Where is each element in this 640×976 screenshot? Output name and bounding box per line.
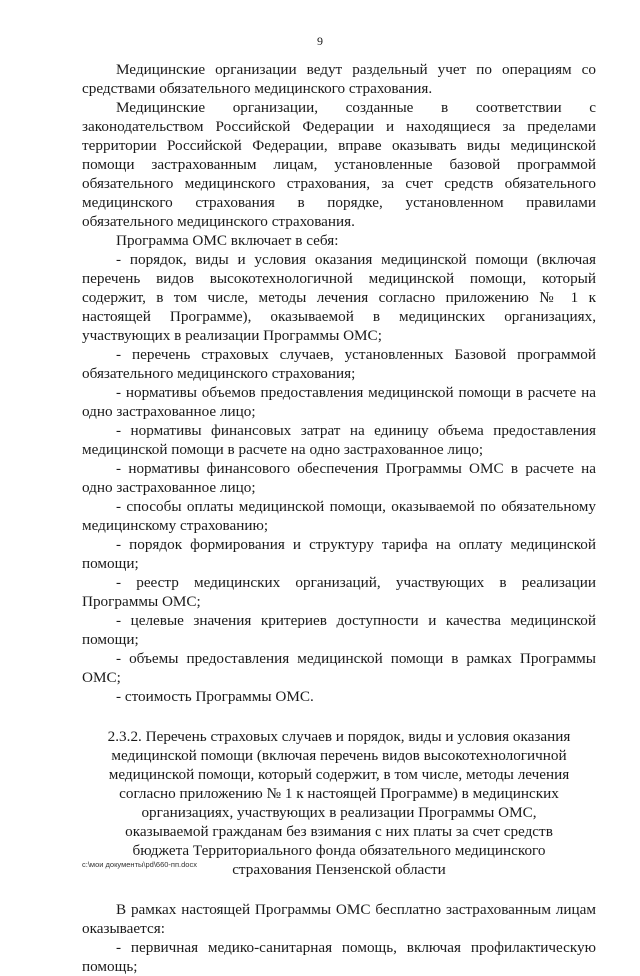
page-number: 9 xyxy=(317,34,323,48)
list-item: - нормативы финансовых затрат на единицу объема предоставления медицинской помощи в расчете на одно застрахованное лицо; xyxy=(82,422,596,458)
list-item: - перечень страховых случаев, установленных Базовой программой обязательного медицинского страхования; xyxy=(82,346,596,382)
list-item: - порядок формирования и структуру тарифа на оплату медицинской помощи; xyxy=(82,536,596,572)
list-item: - нормативы объемов предоставления медицинской помощи в расчете на одно застрахованное лицо; xyxy=(82,384,596,420)
list-item: - объемы предоставления медицинской помощи в рамках Программы ОМС; xyxy=(82,650,596,686)
list-item: - реестр медицинских организаций, участвующих в реализации Программы ОМС; xyxy=(82,574,596,610)
section-heading: 2.3.2. Перечень страховых случаев и порядок, виды и условия оказания медицинской помощи (включая перечень видов высокотехнологичной медицинской помощи, который содержит, в том числе, методы лечения согласно приложению № 1 к настоящей Программе) в медицинских организациях, участвующих в реализации Программы ОМС, оказываемой гражданам без взимания с них платы за счет средств бюджета Территориального фонда обязательного медицинского страхования Пензенской области xyxy=(107,728,571,878)
list-item: - способы оплаты медицинской помощи, оказываемой по обязательному медицинскому страхованию; xyxy=(82,498,596,534)
list-item: - порядок, виды и условия оказания медицинской помощи (включая перечень видов высокотехнологичной медицинской помощи, который содержит, в том числе, методы лечения согласно приложению № 1 к настоящей Программе), оказываемой в медицинских организациях, участвующих в реализации Программы ОМС; xyxy=(82,251,596,344)
paragraph-program-includes: Программа ОМС включает в себя: xyxy=(116,232,339,249)
list-item: - целевые значения критериев доступности и качества медицинской помощи; xyxy=(82,612,596,648)
document-body xyxy=(82,60,596,976)
footer-file-path: с:\мои документы\pd\660-пп.docx xyxy=(82,860,197,869)
list-item: - первичная медико-санитарная помощь, включая профилактическую помощь; xyxy=(82,939,596,975)
list-item: - нормативы финансового обеспечения Программы ОМС в расчете на одно застрахованное лицо; xyxy=(82,460,596,496)
list-item: - стоимость Программы ОМС. xyxy=(116,688,314,705)
paragraph-free-care-intro: В рамках настоящей Программы ОМС бесплатно застрахованным лицам оказывается: xyxy=(82,901,596,937)
paragraph-separate-accounting: Медицинские организации ведут раздельный учет по операциям со средствами обязательного медицинского страхования. xyxy=(82,61,596,97)
paragraph-foreign-organizations: Медицинские организации, созданные в соответствии с законодательством Российской Федерации и находящиеся за пределами территории Российской Федерации, вправе оказывать виды медицинской помощи застрахованным лицам, установленные базовой программой обязательного медицинского страхования, за счет средств обязательного медицинского страхования в порядке, установленном правилами обязательного медицинского страхования. xyxy=(82,99,596,230)
